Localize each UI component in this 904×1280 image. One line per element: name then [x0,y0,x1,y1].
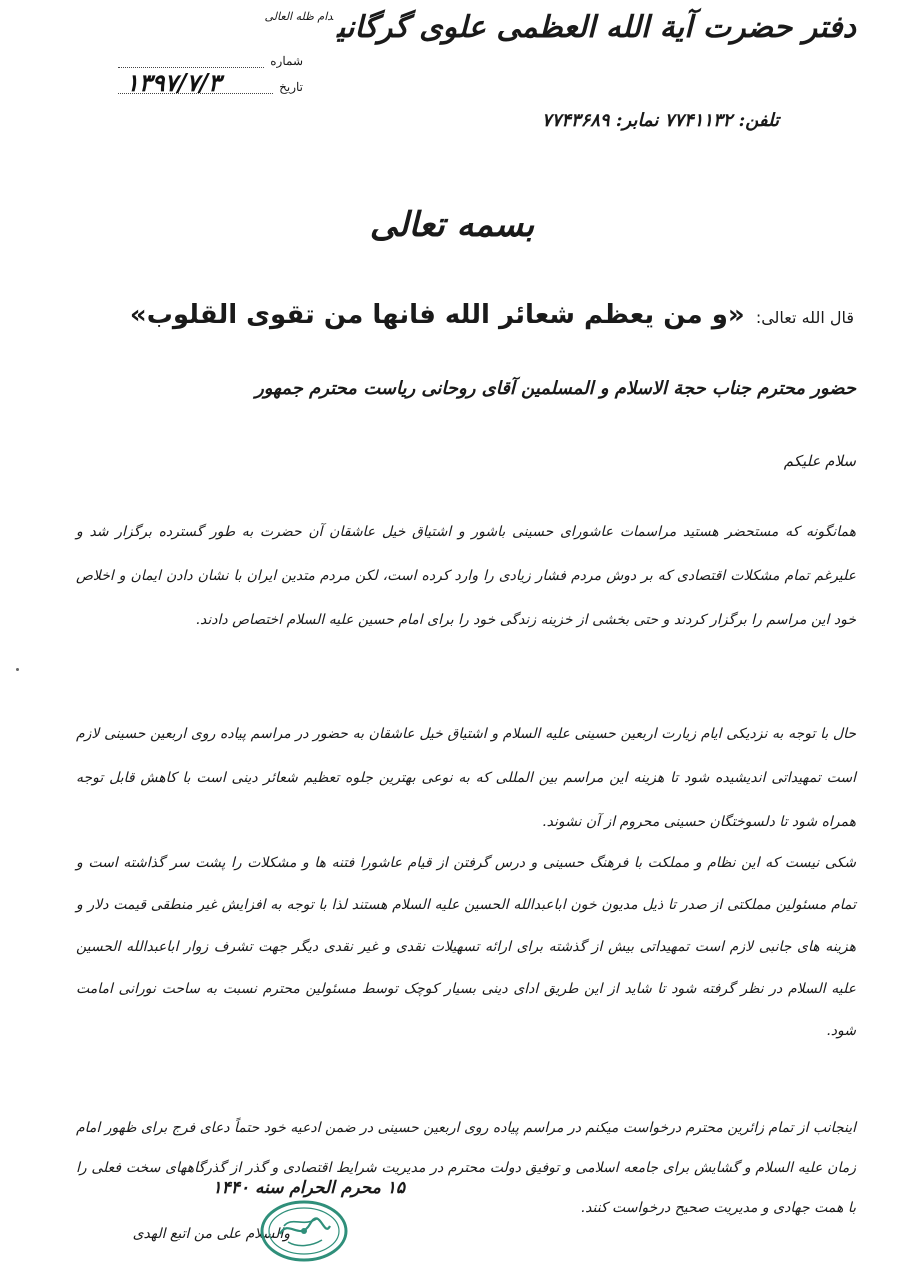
number-label: شماره [270,54,303,68]
handwritten-date: ۱۳۹۷/۷/۳ [126,68,221,97]
letter-meta [118,42,303,97]
body-paragraph-2: حال با توجه به نزدیکی ایام زیارت اربعین حسینی علیه السلام و اشتیاق خیل عاشقان به حضور در مراسم پیاده روی اربعین حسینی لازم است تمهیداتی اندیشیده شود تا هزینه این مراسم بین المللی که به نوعی بهترین جلوه تعظیم شعائر دینی است با کاهش قابل توجه همراه شود تا دلسوختگان حسینی محروم از آن نشوند. [76,726,856,830]
recipient-salutation: حضور محترم جناب حجة الاسلام و المسلمین آقای روحانی ریاست محترم جمهور [255,378,856,399]
hijri-date: ۱۵ محرم الحرام سنه ۱۴۴۰ [212,1178,405,1198]
number-blank-line [118,53,264,68]
verse-intro: قال الله تعالی: [755,308,854,327]
date-label: تاریخ [279,80,303,94]
office-letterhead-title [264,10,856,45]
quran-verse [129,300,854,330]
bismillah-heading: بسمه تعالی [369,205,535,245]
closing-phrase: والسلام علی من اتبع الهدی [132,1226,290,1242]
number-row [118,42,303,68]
office-title-suffix: دام ظله العالی [264,10,334,23]
greeting: سلام علیکم [783,452,856,470]
margin-dot [16,668,19,671]
office-title-text: دفتر حضرت آیة الله العظمی علوی گرگانی [337,10,856,45]
verse-text: «و من یعظم شعائر الله فانها من تقوی القلوب» [129,300,745,330]
office-seal-stamp [258,1198,350,1264]
body-paragraph-4: اینجانب از تمام زائرین محترم درخواست میکنم در مراسم پیاده روی اربعین حسینی در ضمن ادعیه خود حتماً دعای فرج برای ظهور امام زمان علیه السلام و گشایش برای جامعه اسلامی و توفیق دولت محترم در مدیریت شرایط اقتصادی و گذر از گذرگاههای سخت فعلی را با همت جهادی و مدیریت صحیح درخواست کنند. [76,1120,856,1216]
body-paragraph-3: شکی نیست که این نظام و مملکت با فرهنگ حسینی و درس گرفتن از قیام عاشورا فتنه ها و مشکلات را پشت سر گذاشته است و تمام مسئولین مملکتی از صدر تا ذیل مدیون خون اباعبدالله الحسین علیه السلام هستند لذا با توجه به افزایش غیر منطقی قیمت دلار و هزینه های جانبی لازم است تمهیداتی بیش از گذشته برای ارائه تسهیلات نقدی و غیر نقدی دیگر جهت تشرف زوار اباعبدالله الحسین علیه السلام در نظر گرفته شود تا شاید از این طریق ادای دینی بسیار کوچک توسط مسئولین محترم نسبت به ساحت نورانی امامت شود. [76,855,856,1039]
office-phone-numbers: تلفن: ۷۷۴۱۱۳۲ نمابر: ۷۷۴۳۶۸۹ [541,110,779,131]
body-paragraph-1: همانگونه که مستحضر هستید مراسمات عاشورای حسینی باشور و اشتیاق خیل عاشقان آن حضرت به طور گسترده برگزار شد و علیرغم تمام مشکلات اقتصادی که بر دوش مردم فشار زیادی را وارد کرده است، لکن مردم متدین ایران با نشان دادن ایمان و اخلاص خود این مراسم را برگزار کردند و حتی بخشی از خزینه زندگی خود را برای امام حسین علیه السلام اختصاص دادند. [76,524,857,628]
